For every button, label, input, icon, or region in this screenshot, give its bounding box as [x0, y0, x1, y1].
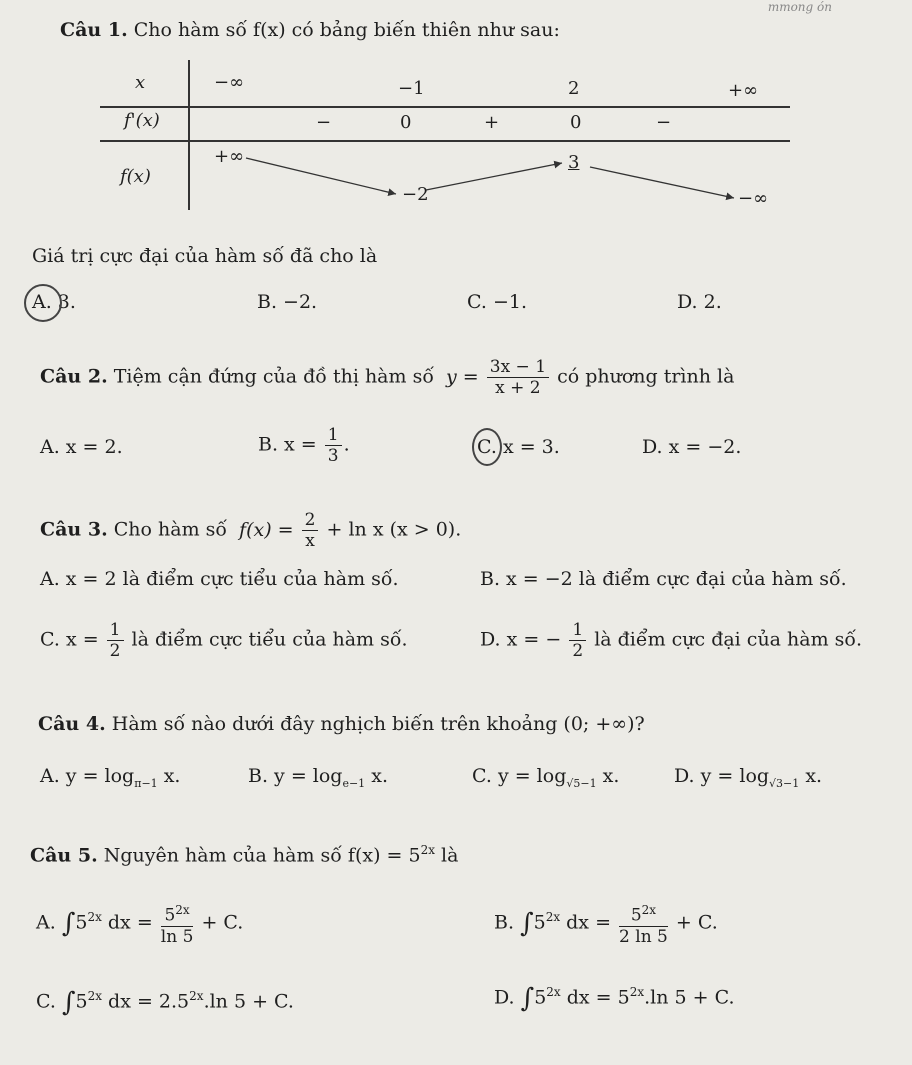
q1-option-d: D. 2. — [677, 291, 722, 313]
row-label-fprime: f'(x) — [124, 110, 160, 131]
q4-option-c — [472, 764, 619, 796]
integral-base: 5 — [75, 990, 88, 1013]
q2-func-denominator: x + 2 — [495, 378, 541, 398]
q1-label: Câu 1. — [60, 19, 128, 41]
q5-option-a-num-base: 5 — [164, 905, 176, 926]
q1-option-c: C. −1. — [467, 291, 527, 313]
q2-text-after: có phương trình là — [557, 365, 735, 388]
q1-question: Giá trị cực đại của hàm số đã cho là — [32, 245, 378, 267]
q3-option-a: A. x = 2 là điểm cực tiểu của hàm số. — [40, 568, 399, 590]
q2-option-b-fraction — [325, 425, 342, 466]
q2-option-d: D. x = −2. — [642, 436, 742, 458]
q3-option-b: B. x = −2 là điểm cực đại của hàm số. — [480, 568, 847, 590]
q5-option-b-prefix: B. — [494, 911, 515, 934]
q5-option-a-fraction — [161, 900, 194, 947]
x-value: −1 — [398, 78, 425, 99]
integral-sign: ∫ — [61, 908, 76, 939]
q4-option-a-prefix: A. y = log — [40, 765, 135, 787]
q4-option-b-prefix: B. y = log — [248, 765, 343, 787]
q2-option-b-denominator: 3 — [327, 446, 339, 466]
q3-option-d-fraction — [569, 620, 586, 661]
integral-sign: ∫ — [61, 987, 76, 1018]
q5-option-a-num-exp: 2x — [175, 903, 190, 917]
x-value: −∞ — [214, 72, 245, 93]
integral-dx: dx — [101, 911, 131, 934]
q3-option-c — [40, 620, 408, 661]
q3-option-d-suffix: là điểm cực đại của hàm số. — [594, 628, 863, 651]
q4-option-a-suffix: x. — [157, 765, 181, 787]
q5-option-b-fraction — [619, 900, 668, 947]
q5-option-c — [36, 984, 294, 1018]
q5-option-d-rest: = 5 — [595, 986, 630, 1009]
q2-func-numerator: 3x − 1 — [487, 357, 549, 378]
q3-func-denominator: x — [305, 531, 315, 551]
q2-heading — [40, 357, 734, 398]
q5-option-c-rest: = 2.5 — [136, 990, 190, 1013]
q3-option-c-prefix: C. x = — [40, 628, 99, 651]
arrow-increasing — [426, 163, 562, 190]
integral-base: 5 — [75, 911, 88, 934]
q4-option-a — [40, 764, 180, 796]
q4-option-d — [674, 764, 822, 796]
q3-option-d-denominator: 2 — [572, 641, 584, 661]
q5-option-b-num-base: 5 — [630, 905, 642, 926]
corner-fragment: mmong ón — [767, 0, 832, 14]
q5-option-b-suffix: + C. — [675, 911, 718, 934]
q3-option-d-numerator: 1 — [569, 620, 586, 641]
f-value: −2 — [402, 184, 429, 205]
q2-option-a: A. x = 2. — [40, 436, 123, 458]
x-value: +∞ — [728, 80, 759, 101]
integral-exponent: 2x — [546, 985, 561, 999]
q3-heading — [40, 510, 461, 551]
derivative-zero: 0 — [570, 112, 582, 133]
integral-exponent: 2x — [87, 989, 102, 1003]
q2-option-b-suffix: . — [343, 433, 350, 456]
q4-option-c-prefix: C. y = log — [472, 765, 567, 787]
q3-func-rest: + ln x (x > 0). — [326, 518, 462, 541]
q4-option-d-suffix: x. — [799, 765, 823, 787]
q2-option-b-prefix: B. x = — [258, 433, 317, 456]
f-value: −∞ — [738, 188, 769, 209]
q5-option-a-numerator — [161, 900, 194, 927]
q4-option-a-base: π−1 — [134, 776, 158, 790]
integral-dx: dx — [102, 990, 131, 1013]
q5-option-a-denominator: ln 5 — [160, 926, 194, 947]
q3-option-c-numerator: 1 — [107, 620, 124, 641]
q2-label: Câu 2. — [40, 365, 108, 388]
q4-option-c-suffix: x. — [596, 765, 620, 787]
q2-option-b-numerator: 1 — [325, 425, 342, 446]
q5-option-a: A. $\int 5^{2x}$ dx = $\frac{5^{2x}}{\ln 5}$ + C. — [36, 900, 243, 947]
integral-base: 5 — [533, 911, 546, 934]
q5-heading — [30, 838, 458, 867]
q5-option-b-num-exp: 2x — [641, 903, 657, 917]
q5-option-c-exp: 2x — [189, 989, 204, 1003]
row-label-x: x — [135, 72, 146, 93]
q5-option-d — [494, 980, 735, 1014]
q5-option-c-tail: .ln 5 + C. — [203, 990, 294, 1013]
x-value: 2 — [568, 78, 580, 99]
q5-option-d-exp: 2x — [629, 985, 645, 999]
q5-option-b-numerator — [619, 900, 668, 927]
integral-exponent: 2x — [545, 910, 561, 924]
integral-dx: dx — [560, 986, 590, 1009]
q3-option-c-denominator: 2 — [109, 641, 121, 661]
q5-label: Câu 5. — [30, 844, 98, 867]
arrow-decreasing — [590, 167, 734, 198]
q1-option-a: A. 3. — [32, 291, 76, 313]
q5-text-exponent: 2x — [420, 843, 435, 857]
q3-text-before: Cho hàm số — [113, 518, 227, 541]
q4-label: Câu 4. — [38, 713, 106, 735]
q5-option-d-tail: .ln 5 + C. — [644, 986, 735, 1009]
q2-option-c: C. x = 3. — [477, 436, 560, 458]
q4-option-b — [248, 764, 388, 796]
variation-arrows — [0, 0, 912, 240]
q1-text: Cho hàm số f(x) có bảng biến thiên như sau: — [133, 19, 560, 41]
q3-func-numerator: 2 — [302, 510, 319, 531]
q4-heading — [38, 712, 645, 736]
derivative-sign: − — [656, 112, 672, 133]
integral-exponent: 2x — [87, 910, 102, 924]
integral-sign: ∫ — [520, 983, 535, 1014]
q5-option-b: B. $\int 5^{2x}$ dx = $\frac{5^{2x}}{2 \ln 5}$ + C. — [494, 900, 718, 947]
q4-option-b-base: e−1 — [342, 776, 366, 790]
q2-text-before: Tiệm cận đứng của đồ thị hàm số — [113, 365, 434, 388]
q5-option-c-prefix: C. — [36, 990, 56, 1013]
integral-base: 5 — [534, 986, 547, 1009]
q5-text-after: là — [435, 844, 459, 867]
q5-option-a-prefix: A. — [36, 911, 56, 934]
integral-sign: ∫ — [520, 908, 534, 939]
f-value: 3 — [568, 152, 580, 173]
derivative-zero: 0 — [400, 112, 412, 133]
q3-func-fraction — [302, 510, 319, 551]
q2-func-fraction — [487, 357, 549, 398]
q4-option-d-prefix: D. y = log — [674, 765, 770, 787]
q3-option-d — [480, 620, 862, 661]
q4-option-c-base: √5−1 — [566, 776, 597, 790]
q4-option-b-suffix: x. — [365, 765, 388, 787]
q3-option-d-prefix: D. x = − — [480, 628, 562, 651]
row-label-f: f(x) — [120, 166, 151, 187]
q5-text-before: Nguyên hàm của hàm số f(x) = 5 — [103, 844, 421, 867]
q3-label: Câu 3. — [40, 518, 108, 541]
q2-option-b — [258, 425, 350, 466]
arrow-decreasing — [246, 158, 396, 194]
f-value: +∞ — [214, 146, 245, 167]
q4-option-d-base: √3−1 — [769, 776, 800, 790]
q3-option-c-fraction — [107, 620, 124, 661]
integral-dx: dx — [560, 911, 590, 934]
q5-option-b-denominator: 2 ln 5 — [619, 926, 668, 947]
q2-func-lhs: y = — [446, 365, 479, 388]
q5-option-a-suffix: + C. — [201, 911, 244, 934]
q1-option-b: B. −2. — [257, 291, 318, 313]
q4-text: Hàm số nào dưới đây nghịch biến trên khoảng (0; +∞)? — [111, 713, 645, 735]
q5-option-d-prefix: D. — [494, 986, 515, 1009]
q3-option-c-suffix: là điểm cực tiểu của hàm số. — [131, 628, 408, 651]
derivative-sign: − — [316, 112, 332, 133]
derivative-sign: + — [484, 112, 500, 133]
q3-func-lhs: f(x) = — [239, 518, 294, 541]
